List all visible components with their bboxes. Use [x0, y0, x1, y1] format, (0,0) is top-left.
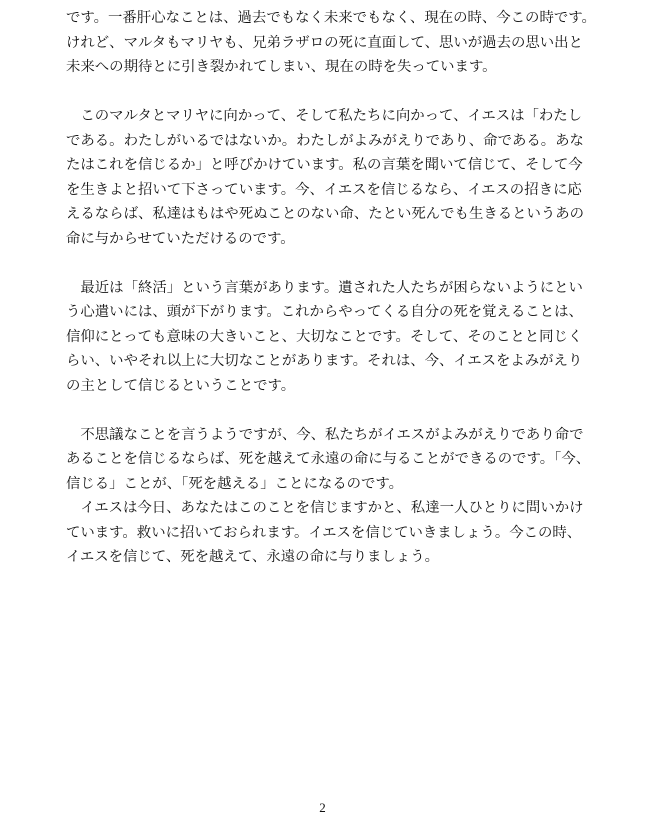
- text-line: イエスを信じて、死を越えて、永遠の命に与りましょう。: [66, 549, 440, 565]
- paragraph-2: [66, 104, 586, 251]
- text-line: らい、いやそれ以上に大切なことがあります。それは、今、イエスをよみがえり: [66, 353, 583, 369]
- paragraph-3: [66, 276, 586, 399]
- text-line: です。一番肝心なことは、過去でもなく未来でもなく、現在の時、今この時です。: [66, 10, 596, 26]
- text-line: 信仰にとっても意味の大きいこと、大切なことです。そして、そのことと同じく: [66, 328, 583, 345]
- text-line: ています。救いに招いておられます。イエスを信じていきましょう。今この時、: [66, 524, 582, 541]
- text-line: イエスは今日、あなたはこのことを信じますかと、私達一人ひとりに問いかけ: [66, 500, 584, 516]
- paragraph-gap: [66, 80, 586, 105]
- text-line: たはこれを信じるか」と呼びかけています。私の言葉を聞いて信じて、そして今: [66, 157, 583, 173]
- text-line: えるならば、私達はもはや死ぬことのない命、たとい死んでも生きるというあの: [66, 206, 585, 222]
- text-line: を生きよと招いて下さっています。今、イエスを信じるなら、イエスの招きに応: [66, 181, 582, 198]
- text-line: あることを信じるならば、死を越えて永遠の命に与ることができるのです。「今、: [66, 451, 591, 467]
- paragraph-gap: [66, 398, 586, 423]
- paragraph-4: [66, 423, 591, 570]
- text-line: 信じる」ことが、「死を越える」ことになるのです。: [66, 475, 404, 492]
- paragraph-gap: [66, 251, 586, 276]
- text-line: である。わたしがいるではないか。わたしがよみがえりであり、命である。あな: [66, 132, 584, 149]
- text-line: このマルタとマリヤに向かって、そして私たちに向かって、イエスは「わたし: [66, 108, 583, 124]
- page-number: 2: [319, 800, 326, 815]
- paragraph-1: [66, 6, 596, 80]
- text-line: 命に与からせていただけるのです。: [66, 230, 295, 247]
- text-line: の主として信じるということです。: [66, 377, 296, 394]
- text-line: う心遣いには、頭が下がります。これからやってくる自分の死を覚えることは、: [66, 304, 583, 320]
- text-line: けれど、マルタもマリヤも、兄弟ラザロの死に直面して、思いが過去の思い出と: [66, 34, 583, 51]
- text-line: 最近は「終活」という言葉があります。遺された人たちが困らないようにとい: [66, 279, 583, 296]
- document-body: [66, 6, 596, 570]
- text-line: 不思議なことを言うようですが、今、私たちがイエスがよみがえりであり命で: [66, 426, 584, 443]
- text-line: 未来への期待とに引き裂かれてしまい、現在の時を失っています。: [66, 59, 497, 75]
